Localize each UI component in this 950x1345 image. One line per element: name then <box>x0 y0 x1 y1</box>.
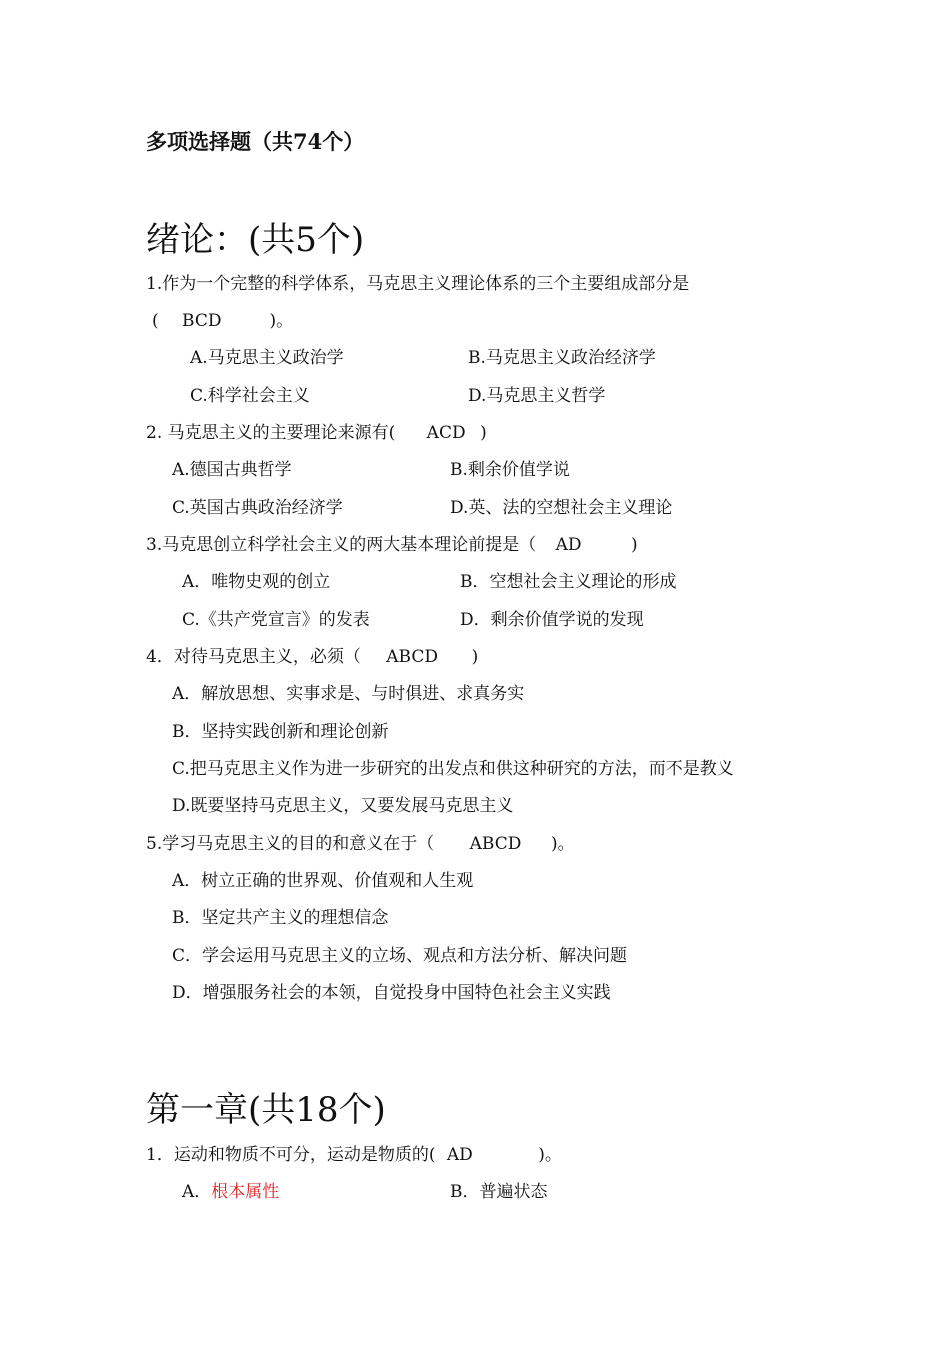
stem-prefix: 1．运动和物质不可分，运动是物质的( <box>146 1145 436 1165</box>
section-title-chapter-one: 第一章(共18个) <box>146 1090 386 1130</box>
stem-prefix: 4．对待马克思主义，必须（ <box>146 647 361 667</box>
option-c: C.《共产党宣言》的发表 <box>182 610 370 630</box>
option-c: C.英国古典政治经济学 <box>172 498 343 518</box>
question-stem <box>146 534 638 556</box>
option-a <box>182 1181 279 1203</box>
option-c: C.科学社会主义 <box>190 386 310 406</box>
option-b: B.剩余价值学说 <box>450 460 570 480</box>
question-stem <box>146 422 487 444</box>
option-a: A．解放思想、实事求是、与时俱进、求真务实 <box>172 684 525 704</box>
section-title-intro: 绪论：(共5个) <box>146 220 365 260</box>
option-b: B．普遍状态 <box>450 1182 548 1202</box>
highlighted-answer-text: 根本属性 <box>211 1182 280 1202</box>
document-title: 多项选择题（共74个） <box>146 129 365 154</box>
answer-text: BCD <box>182 311 222 331</box>
option-c: C.把马克思主义作为进一步研究的出发点和供这种研究的方法，而不是教义 <box>172 759 734 779</box>
question-stem <box>146 833 575 855</box>
option-d: D．增强服务社会的本领，自觉投身中国特色社会主义实践 <box>172 983 611 1003</box>
option-a: A．树立正确的世界观、价值观和人生观 <box>172 871 474 891</box>
stem-suffix: )。 <box>551 834 575 854</box>
stem-suffix: ) <box>631 535 638 555</box>
stem-suffix: )。 <box>538 1145 562 1165</box>
answer-text: ABCD <box>469 834 522 854</box>
option-b: B．坚持实践创新和理论创新 <box>172 722 389 742</box>
option-a: A．唯物史观的创立 <box>182 572 331 592</box>
stem-prefix: 2. 马克思主义的主要理论来源有( <box>146 423 396 443</box>
question-stem <box>146 1144 562 1166</box>
paren-open: ( <box>152 311 159 331</box>
question-stem: 1.作为一个完整的科学体系，马克思主义理论体系的三个主要组成部分是 <box>146 274 690 294</box>
answer-text: AD <box>446 1145 473 1165</box>
question-stem <box>146 646 478 668</box>
stem-prefix: 5.学习马克思主义的目的和意义在于（ <box>146 834 435 854</box>
option-d: D.英、法的空想社会主义理论 <box>450 498 673 518</box>
answer-text: ABCD <box>386 647 438 667</box>
option-b: B．空想社会主义理论的形成 <box>460 572 677 592</box>
option-d: D.马克思主义哲学 <box>468 386 606 406</box>
paren-close: )。 <box>269 311 294 331</box>
option-d: D.既要坚持马克思主义，又要发展马克思主义 <box>172 796 514 816</box>
option-a: A.马克思主义政治学 <box>190 348 344 368</box>
answer-text: ACD <box>426 423 466 443</box>
option-b: B．坚定共产主义的理想信念 <box>172 908 389 928</box>
question-stem-cont <box>152 310 293 332</box>
option-c: C．学会运用马克思主义的立场、观点和方法分析、解决问题 <box>172 946 628 966</box>
option-d: D．剩余价值学说的发现 <box>460 610 644 630</box>
answer-text: AD <box>555 535 582 555</box>
stem-prefix: 3.马克思创立科学社会主义的两大基本理论前提是（ <box>146 535 537 555</box>
option-a: A.德国古典哲学 <box>172 460 292 480</box>
option-letter: A． <box>182 1182 212 1202</box>
stem-suffix: ) <box>480 423 487 443</box>
stem-suffix: ) <box>471 647 479 667</box>
option-b: B.马克思主义政治经济学 <box>468 348 656 368</box>
